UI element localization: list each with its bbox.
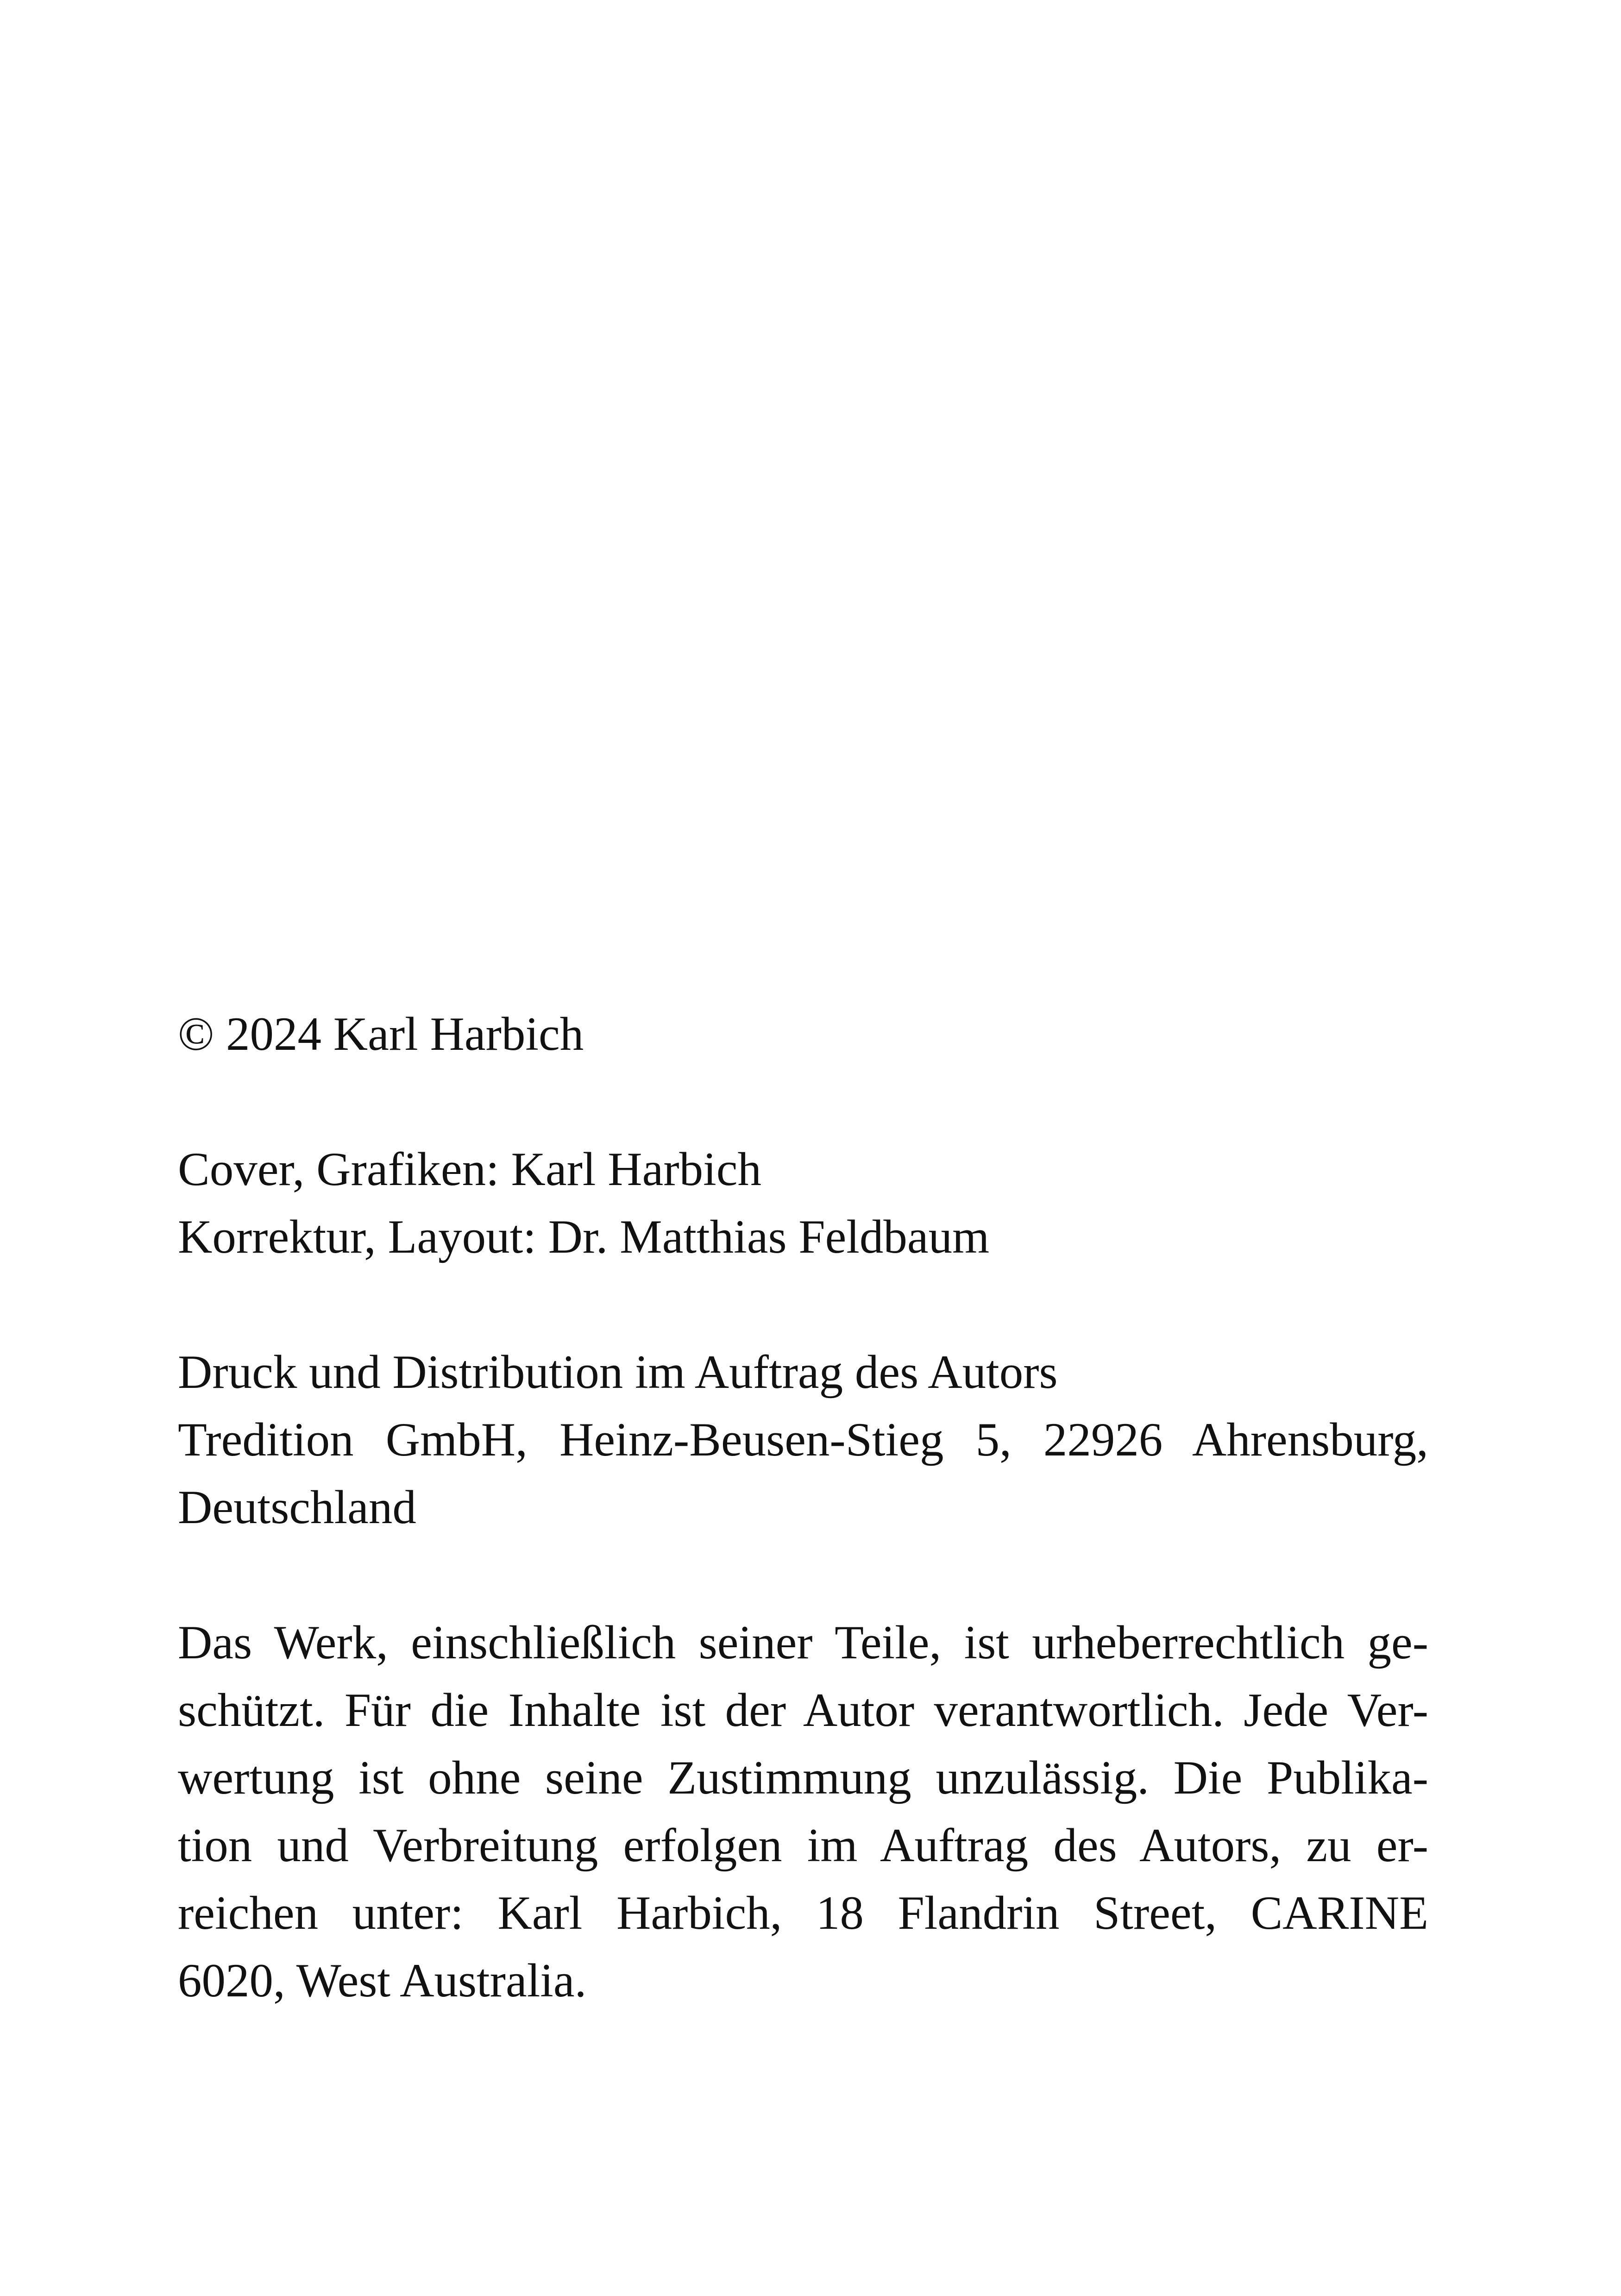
rights-line: schützt. Für die Inhalte ist der Autor verantwortlich. Jede Ver- (178, 1684, 1428, 1737)
proofreading-credit: Korrektur, Layout: Dr. Matthias Feldbaum (178, 1211, 990, 1263)
rights-line: wertung ist ohne seine Zustimmung unzulässig. Die Publika- (178, 1751, 1428, 1804)
spacer (178, 1068, 1428, 1135)
rights-line: reichen unter: Karl Harbich, 18 Flandrin Street, CARINE (178, 1887, 1428, 1939)
rights-line: Das Werk, einschließlich seiner Teile, ist urheberrechtlich ge- (178, 1616, 1428, 1669)
spacer (178, 1271, 1428, 1338)
spacer (178, 1541, 1428, 1609)
publisher-country: Deutschland (178, 1481, 416, 1534)
cover-credit: Cover, Grafiken: Karl Harbich (178, 1143, 761, 1196)
imprint-block (178, 1000, 1428, 2014)
publisher-address-line: Tredition GmbH, Heinz-Beusen-Stieg 5, 22926 Ahrensburg, (178, 1413, 1428, 1466)
rights-line: 6020, West Australia. (178, 1954, 587, 2007)
rights-line: tion und Verbreitung erfolgen im Auftrag des Autors, zu er- (178, 1819, 1428, 1872)
printing-line: Druck und Distribution im Auftrag des Autors (178, 1346, 1058, 1399)
copyright-line: © 2024 Karl Harbich (178, 1008, 584, 1060)
rights-paragraph (178, 1609, 1428, 2014)
